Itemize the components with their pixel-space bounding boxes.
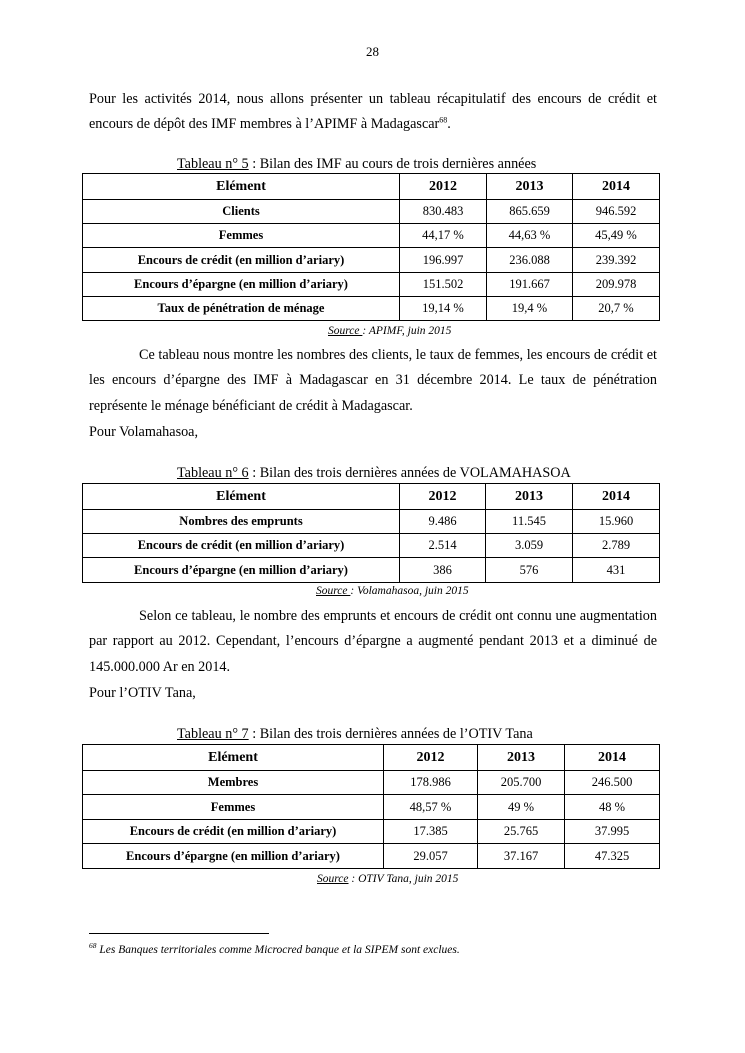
cell-2013: 576 bbox=[486, 558, 573, 583]
cell-2012: 178.986 bbox=[384, 771, 478, 795]
table7-header-2012: 2012 bbox=[384, 745, 478, 771]
cell-2012: 2.514 bbox=[400, 534, 486, 558]
table6-header-2013: 2013 bbox=[486, 484, 573, 510]
paragraph-volamahasoa-intro: Pour Volamahasoa, bbox=[89, 424, 199, 440]
row-label: Encours de crédit (en million d’ariary) bbox=[83, 534, 400, 558]
row-label: Clients bbox=[83, 200, 400, 224]
cell-2012: 830.483 bbox=[400, 200, 487, 224]
table6-header-element: Elément bbox=[83, 484, 400, 510]
table7-caption bbox=[177, 726, 533, 743]
table-row bbox=[83, 224, 660, 248]
table6-header-2014: 2014 bbox=[573, 484, 660, 510]
page-number: 28 bbox=[366, 44, 379, 59]
table-row bbox=[83, 795, 660, 820]
table-row bbox=[83, 510, 660, 534]
cell-2014: 45,49 % bbox=[573, 224, 660, 248]
table-row bbox=[83, 273, 660, 297]
cell-2013: 11.545 bbox=[486, 510, 573, 534]
cell-2012: 29.057 bbox=[384, 844, 478, 869]
table-row bbox=[83, 297, 660, 321]
table7-caption-text: : Bilan des trois dernières années de l’OTIV Tana bbox=[248, 726, 533, 742]
paragraph-table5-comment: Ce tableau nous montre les nombres des clients, le taux de femmes, les encours de crédit et les encours d’épargne des IMF à Madagascar en 31 décembre 2014. Le taux de pénétration représente le ménage bénéficiant de crédit à Madagascar. bbox=[89, 347, 657, 414]
table5-source bbox=[328, 325, 451, 337]
intro-end: . bbox=[447, 116, 451, 133]
table7-header-2014: 2014 bbox=[565, 745, 660, 771]
table5-header-2013: 2013 bbox=[487, 174, 573, 200]
footnote-divider bbox=[89, 933, 269, 934]
table6-header-row bbox=[83, 484, 660, 510]
table5-header-element: Elément bbox=[83, 174, 400, 200]
cell-2013: 865.659 bbox=[487, 200, 573, 224]
row-label: Femmes bbox=[83, 795, 384, 820]
cell-2013: 236.088 bbox=[487, 248, 573, 273]
table5-caption bbox=[177, 156, 536, 173]
row-label: Membres bbox=[83, 771, 384, 795]
table5 bbox=[82, 173, 660, 321]
table7-source bbox=[317, 873, 458, 885]
table-row bbox=[83, 558, 660, 583]
cell-2013: 49 % bbox=[478, 795, 565, 820]
table-row bbox=[83, 820, 660, 844]
cell-2014: 2.789 bbox=[573, 534, 660, 558]
row-label: Encours d’épargne (en million d’ariary) bbox=[83, 844, 384, 869]
table5-caption-label: Tableau n° 5 bbox=[177, 156, 249, 172]
row-label: Femmes bbox=[83, 224, 400, 248]
table7-header-element: Elément bbox=[83, 745, 384, 771]
footnote bbox=[89, 941, 460, 956]
paragraph-table6-comment: Selon ce tableau, le nombre des emprunts et encours de crédit ont connu une augmentation par rapport au 2012. Cependant, l’encours d’épargne a augmenté pendant 2013 et a diminué de 145.000.000 Ar en 2014. bbox=[89, 608, 657, 675]
cell-2014: 15.960 bbox=[573, 510, 660, 534]
table5-header-2012: 2012 bbox=[400, 174, 487, 200]
table7-header-row bbox=[83, 745, 660, 771]
cell-2013: 3.059 bbox=[486, 534, 573, 558]
table7-caption-label: Tableau n° 7 bbox=[177, 726, 249, 742]
cell-2012: 48,57 % bbox=[384, 795, 478, 820]
table-row bbox=[83, 771, 660, 795]
cell-2013: 191.667 bbox=[487, 273, 573, 297]
cell-2014: 48 % bbox=[565, 795, 660, 820]
footnote-number: 68 bbox=[89, 941, 97, 950]
row-label: Encours de crédit (en million d’ariary) bbox=[83, 248, 400, 273]
footnote-text: Les Banques territoriales comme Microcred banque et la SIPEM sont exclues. bbox=[96, 943, 460, 956]
table7-source-label: Source bbox=[317, 873, 349, 885]
table5-source-label: Source bbox=[328, 325, 363, 337]
cell-2012: 17.385 bbox=[384, 820, 478, 844]
table7 bbox=[82, 744, 660, 869]
table6-source-label: Source bbox=[316, 585, 351, 597]
table6-caption bbox=[177, 465, 571, 482]
cell-2013: 25.765 bbox=[478, 820, 565, 844]
cell-2014: 20,7 % bbox=[573, 297, 660, 321]
cell-2013: 205.700 bbox=[478, 771, 565, 795]
cell-2014: 431 bbox=[573, 558, 660, 583]
table6-source-text: : Volamahasoa, juin 2015 bbox=[350, 585, 469, 597]
table6-header-2012: 2012 bbox=[400, 484, 486, 510]
table5-header-row bbox=[83, 174, 660, 200]
table6-caption-text: : Bilan des trois dernières années de VOLAMAHASOA bbox=[248, 465, 571, 481]
cell-2014: 946.592 bbox=[573, 200, 660, 224]
table-row bbox=[83, 200, 660, 224]
row-label: Encours d’épargne (en million d’ariary) bbox=[83, 558, 400, 583]
table-row bbox=[83, 534, 660, 558]
cell-2012: 196.997 bbox=[400, 248, 487, 273]
cell-2012: 9.486 bbox=[400, 510, 486, 534]
table5-source-text: : APIMF, juin 2015 bbox=[362, 325, 452, 337]
cell-2014: 37.995 bbox=[565, 820, 660, 844]
cell-2014: 47.325 bbox=[565, 844, 660, 869]
table6 bbox=[82, 483, 660, 583]
cell-2012: 151.502 bbox=[400, 273, 487, 297]
footnote-ref: 68 bbox=[439, 115, 448, 125]
intro-text: Pour les activités 2014, nous allons présenter un tableau récapitulatif des encours de crédit et encours de dépôt des IMF membres à l’APIMF à Madagascar bbox=[89, 91, 657, 133]
table6-caption-label: Tableau n° 6 bbox=[177, 465, 249, 481]
cell-2012: 44,17 % bbox=[400, 224, 487, 248]
table7-source-text: : OTIV Tana, juin 2015 bbox=[348, 873, 459, 885]
paragraph-otiv-intro: Pour l’OTIV Tana, bbox=[89, 685, 196, 701]
cell-2014: 239.392 bbox=[573, 248, 660, 273]
cell-2013: 44,63 % bbox=[487, 224, 573, 248]
cell-2013: 19,4 % bbox=[487, 297, 573, 321]
cell-2014: 209.978 bbox=[573, 273, 660, 297]
cell-2013: 37.167 bbox=[478, 844, 565, 869]
row-label: Taux de pénétration de ménage bbox=[83, 297, 400, 321]
cell-2012: 386 bbox=[400, 558, 486, 583]
table-row bbox=[83, 248, 660, 273]
intro-paragraph bbox=[89, 87, 657, 138]
row-label: Nombres des emprunts bbox=[83, 510, 400, 534]
table5-header-2014: 2014 bbox=[573, 174, 660, 200]
row-label: Encours d’épargne (en million d’ariary) bbox=[83, 273, 400, 297]
cell-2012: 19,14 % bbox=[400, 297, 487, 321]
row-label: Encours de crédit (en million d’ariary) bbox=[83, 820, 384, 844]
table7-header-2013: 2013 bbox=[478, 745, 565, 771]
table-row bbox=[83, 844, 660, 869]
table5-caption-text: : Bilan des IMF au cours de trois dernières années bbox=[248, 156, 537, 172]
cell-2014: 246.500 bbox=[565, 771, 660, 795]
table6-source bbox=[316, 585, 469, 597]
